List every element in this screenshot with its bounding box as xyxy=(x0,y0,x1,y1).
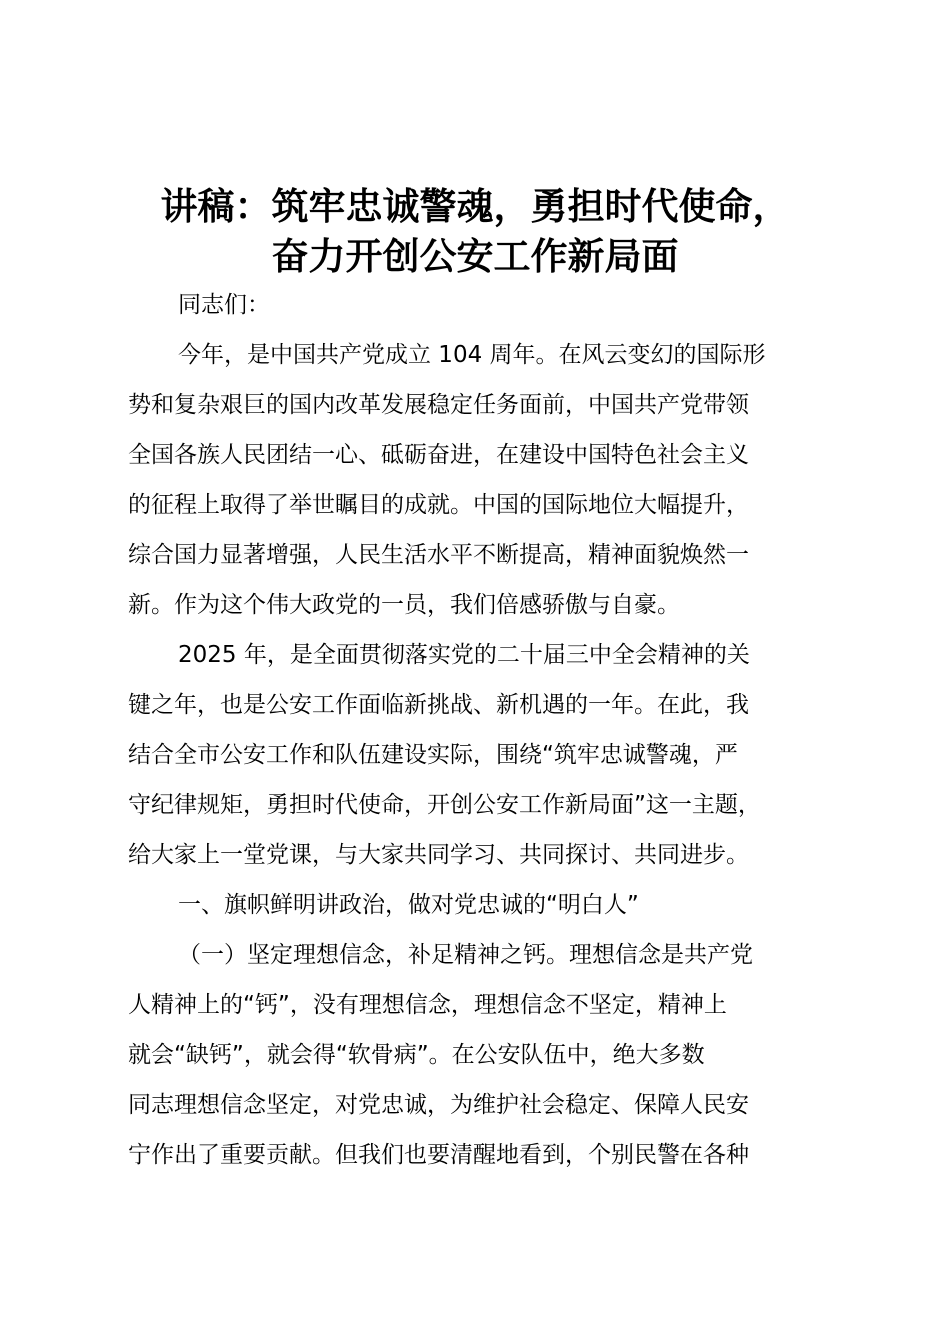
paragraph-line: 键之年，也是公安工作面临新挑战、新机遇的一年。在此，我 xyxy=(128,692,749,718)
document-title xyxy=(100,182,850,282)
paragraph-line: 综合国力显著增强，人民生活水平不断提高，精神面貌焕然一 xyxy=(128,542,749,568)
section-heading: 一、旗帜鲜明讲政治，做对党忠诚的“明白人” xyxy=(178,892,639,918)
paragraph-line: 全国各族人民团结一心、砥砺奋进，在建设中国特色社会主义 xyxy=(128,442,749,468)
document-body xyxy=(128,280,828,1180)
paragraph-line: 同志理想信念坚定，对党忠诚，为维护社会稳定、保障人民安 xyxy=(128,1092,749,1118)
paragraph-line: 宁作出了重要贡献。但我们也要清醒地看到，个别民警在各种 xyxy=(128,1142,749,1168)
paragraph-line: 势和复杂艰巨的国内改革发展稳定任务面前，中国共产党带领 xyxy=(128,392,749,418)
title-line-2: 奋力开创公安工作新局面 xyxy=(271,235,679,278)
paragraph-line: 新。作为这个伟大政党的一员，我们倍感骄傲与自豪。 xyxy=(128,592,680,618)
paragraph-line: 给大家上一堂党课，与大家共同学习、共同探讨、共同进步。 xyxy=(128,842,749,868)
paragraph-line: （一）坚定理想信念，补足精神之钙。理想信念是共产党 xyxy=(178,942,753,968)
paragraph-line: 今年，是中国共产党成立 104 周年。在风云变幻的国际形 xyxy=(178,342,766,368)
paragraph-line: 守纪律规矩，勇担时代使命，开创公安工作新局面”这一主题， xyxy=(128,792,761,818)
title-line-1: 讲稿：筑牢忠诚警魂，勇担时代使命， xyxy=(160,185,790,228)
paragraph-line: 2025 年，是全面贯彻落实党的二十届三中全会精神的关 xyxy=(178,642,750,668)
salutation: 同志们： xyxy=(178,292,270,318)
paragraph-line: 人精神上的“钙”，没有理想信念，理想信念不坚定，精神上 xyxy=(128,992,727,1018)
paragraph-line: 结合全市公安工作和队伍建设实际，围绕“筑牢忠诚警魂，严 xyxy=(128,742,738,768)
paragraph-line: 就会“缺钙”，就会得“软骨病”。在公安队伍中，绝大多数 xyxy=(128,1042,705,1068)
paragraph-line: 的征程上取得了举世瞩目的成就。中国的国际地位大幅提升， xyxy=(128,492,749,518)
